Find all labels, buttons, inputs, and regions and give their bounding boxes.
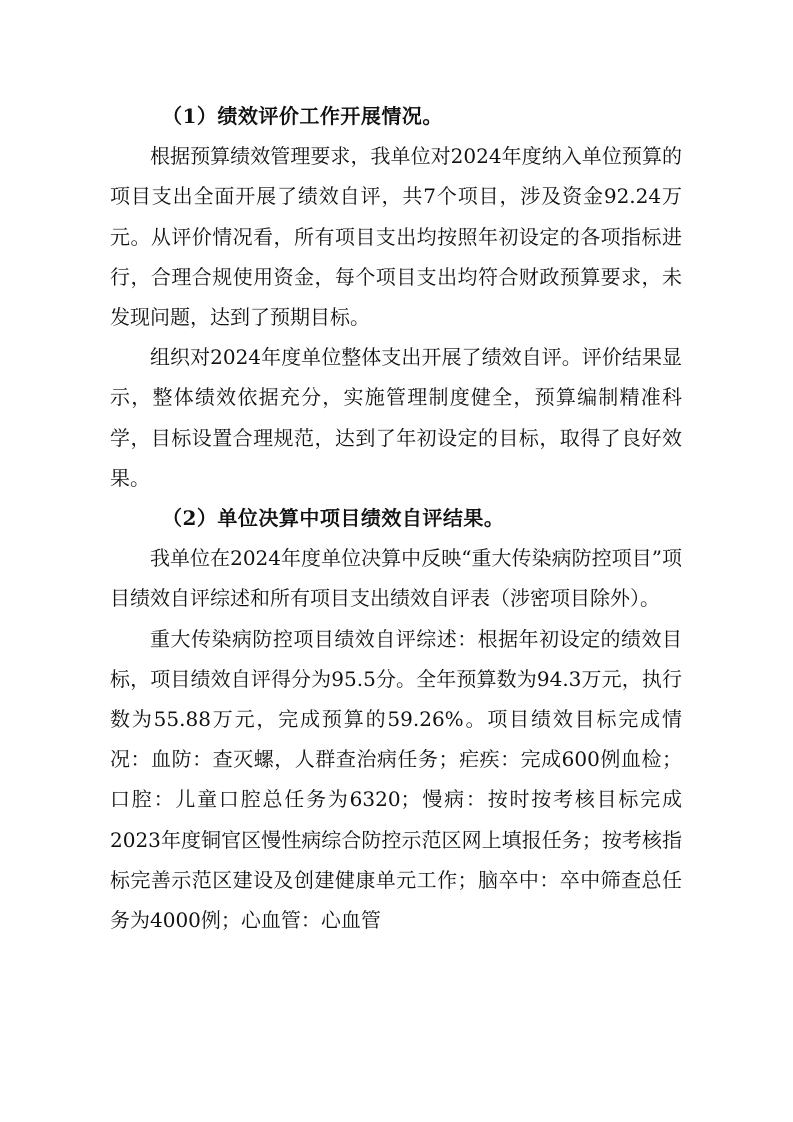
paragraph-final-accounts-report: 我单位在2024年度单位决算中反映“重大传染病防控项目”项目绩效自评综述和所有项目支出绩效自评表（涉密项目除外）。 bbox=[110, 546, 682, 611]
paragraph-disease-control-summary: 重大传染病防控项目绩效自评综述：根据年初设定的绩效目标，项目绩效自评得分为95.5分。全年预算数为94.3万元，执行数为55.88万元，完成预算的59.26%。项目绩效目标完成情况：血防：查灭螺，人群查治病任务；疟疾：完成600例血检；口腔：儿童口腔总任务为6320；慢病：按时按考核目标完成2023年度铜官区慢性病综合防控示范区网上填报任务；按考核指标完善示范区建设及创建健康单元工作；脑卒中：卒中筛查总任务为4000例；心血管：心血管 bbox=[110, 626, 682, 933]
paragraph-overall-expenditure-evaluation: 组织对2024年度单位整体支出开展了绩效自评。评价结果显示，整体绩效依据充分，实施管理制度健全，预算编制精准科学，目标设置合理规范，达到了年初设定的目标，取得了良好效果。 bbox=[110, 345, 682, 490]
document-body bbox=[110, 96, 682, 940]
section-heading-final-accounts-results: （2）单位决算中项目绩效自评结果。 bbox=[162, 506, 505, 531]
paragraph-project-self-evaluation: 根据预算绩效管理要求，我单位对2024年度纳入单位预算的项目支出全面开展了绩效自评，共7个项目，涉及资金92.24万元。从评价情况看，所有项目支出均按照年初设定的各项指标进行，合理合规使用资金，每个项目支出均符合财政预算要求，未发现问题，达到了预期目标。 bbox=[110, 144, 682, 330]
section-heading-performance-evaluation: （1）绩效评价工作开展情况。 bbox=[162, 104, 443, 128]
